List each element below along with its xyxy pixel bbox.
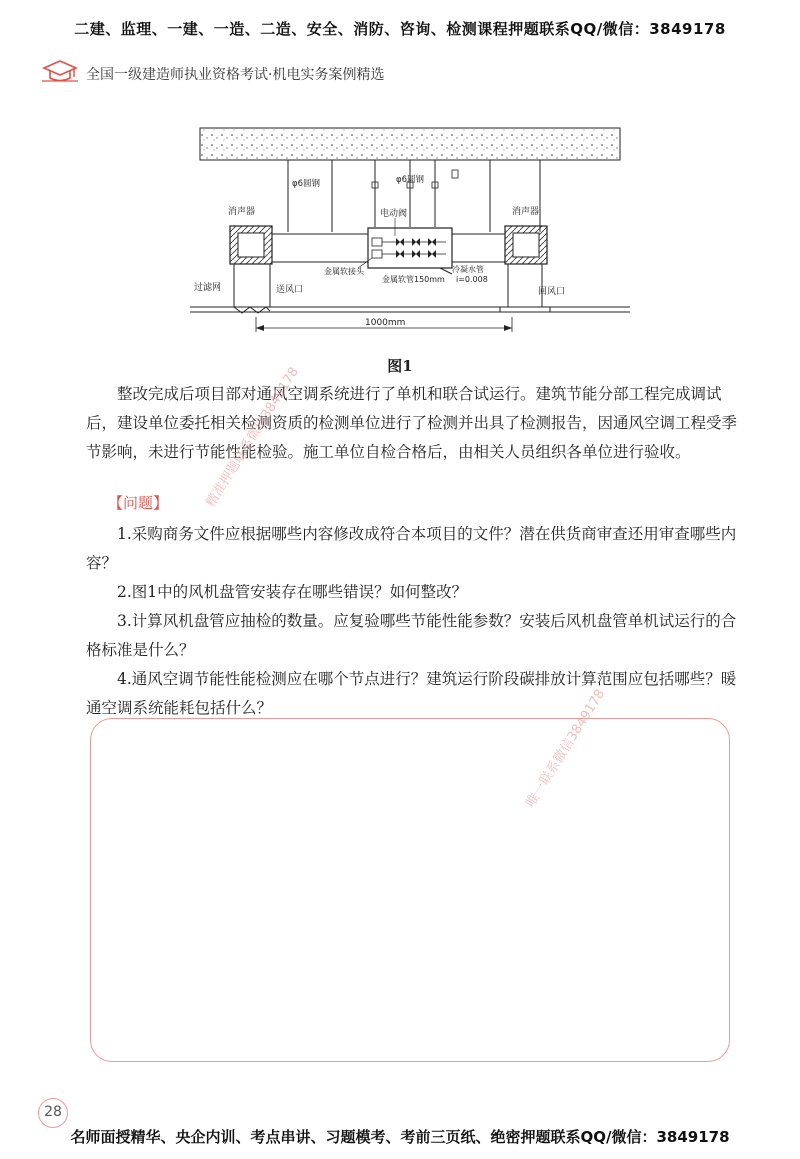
question-2: 2.图1中的风机盘管安装存在哪些错误？如何整改？ [117, 583, 468, 601]
condensate-label: 冷凝水管 [452, 265, 484, 274]
muffler-label-left: 消声器 [228, 207, 256, 217]
question-3: 3.计算风机盘管应抽检的数量。应复验哪些节能性能参数？安装后风机盘管单机试运行的合格标准是什么？ [86, 612, 737, 659]
question-4: 4.通风空调节能性能检测应在哪个节点进行？建筑运行阶段碳排放计算范围应包括哪些？暖通空调系统能耗包括什么？ [86, 670, 737, 717]
fan-coil-installation-figure [190, 122, 630, 337]
metal-joint-label: 金属软接头 [324, 267, 364, 276]
valve-label: 电动阀 [380, 209, 408, 219]
top-banner: 二建、监理、一建、一造、二造、安全、消防、咨询、检测课程押题联系QQ/微信：3849178 [74, 20, 726, 38]
watermark-diagonal-1: 精准押题联系微信3849178 [203, 364, 302, 511]
figure-caption: 图1 [387, 357, 413, 375]
header-title: 全国一级建造师执业资格考试·机电实务案例精选 [86, 67, 385, 83]
return-outlet-label: 回风口 [538, 287, 566, 297]
body-paragraph: 整改完成后项目部对通风空调系统进行了单机和联合试运行。建筑节能分部工程完成调试后，建设单位委托相关检测资质的检测单位进行了检测并出具了检测报告，因通风空调工程受季节影响，未进行节能性能检验。施工单位自检合格后，由相关人员组织各单位进行验收。 [86, 385, 738, 461]
rod-label-left: φ6圆钢 [292, 179, 321, 189]
question-1: 1.采购商务文件应根据哪些内容修改成符合本项目的文件？潜在供货商审查还用审查哪些内容？ [86, 525, 737, 572]
watermark-diagonal-2: 唯一联系微信3849178 [523, 686, 609, 811]
answer-box[interactable] [90, 718, 730, 1062]
rod-label-right: φ6圆钢 [396, 175, 425, 185]
question-tag: 【问题】 [108, 494, 169, 512]
slope-label: i=0.008 [456, 275, 488, 284]
supply-outlet-label: 送风口 [276, 285, 304, 295]
graduation-cap-logo-icon [40, 56, 80, 86]
bottom-banner: 名师面授精华、央企内训、考点串讲、习题模考、考前三页纸、绝密押题联系QQ/微信：3849178 [70, 1128, 730, 1146]
page-number: 28 [38, 1098, 68, 1128]
metal-hose-label: 金属软管150mm [382, 275, 445, 284]
filter-label: 过滤网 [194, 283, 222, 293]
muffler-label-right: 消声器 [512, 207, 540, 217]
dimension-label: 1000mm [365, 318, 406, 328]
